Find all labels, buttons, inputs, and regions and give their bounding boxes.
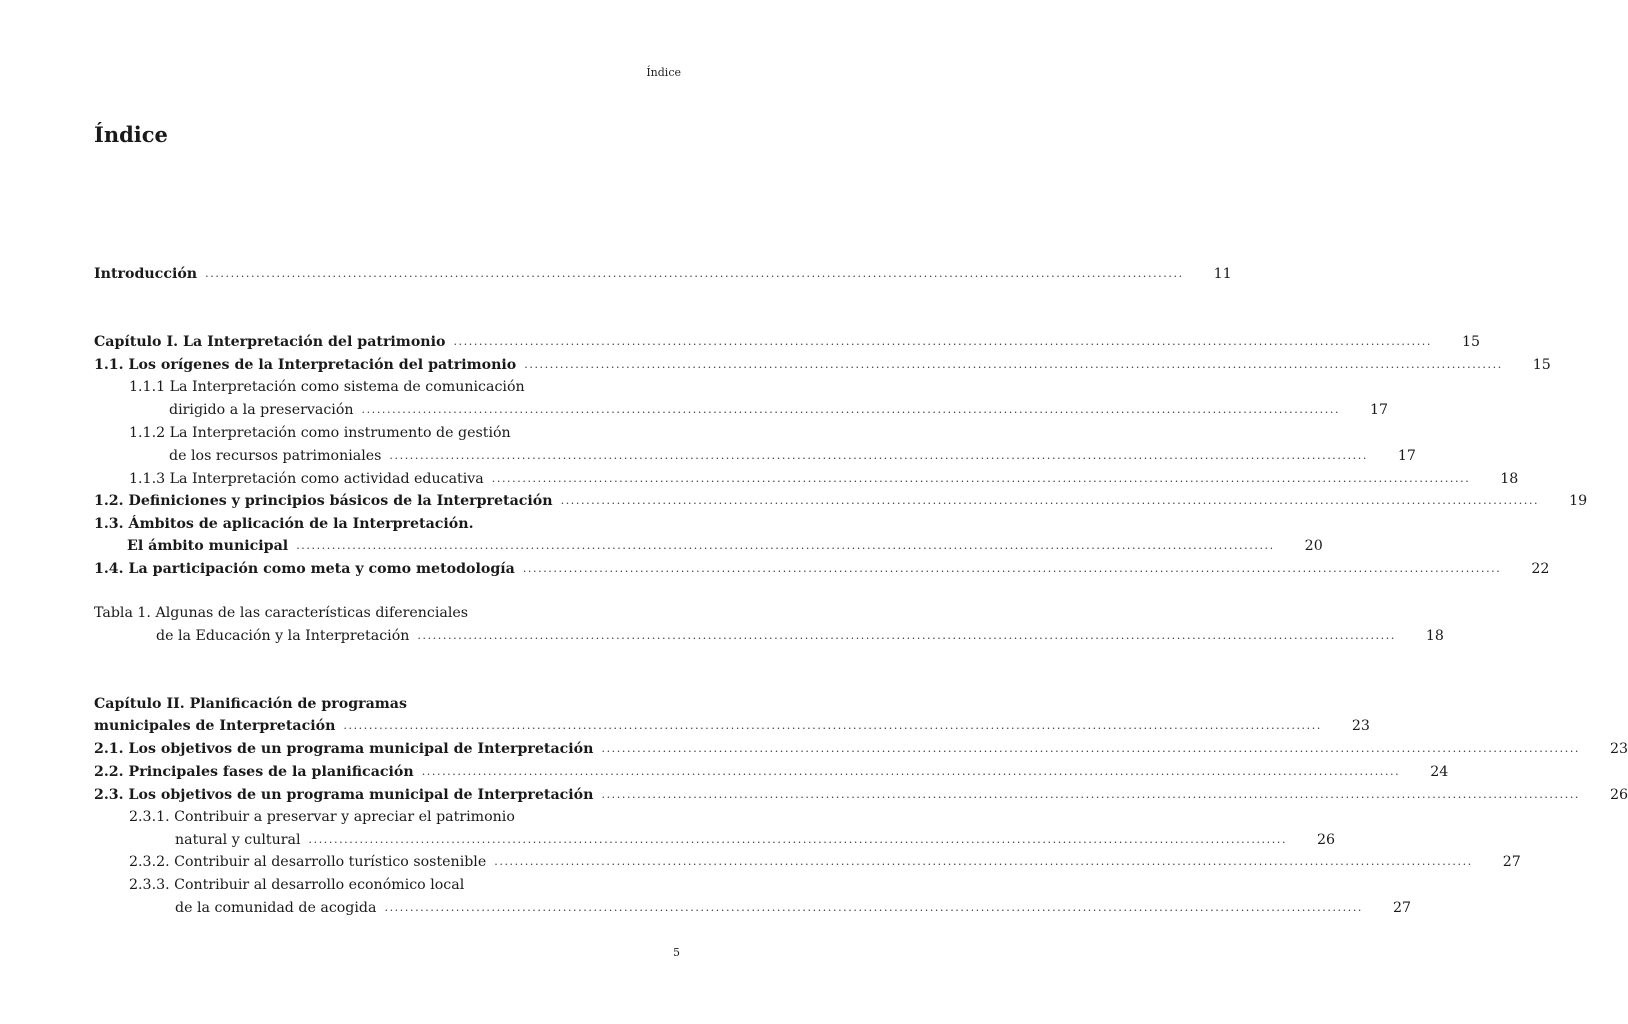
toc-page-number: 23: [1351, 718, 1370, 734]
leader-dots: [601, 739, 1580, 759]
leader-dots: [384, 898, 1363, 918]
toc-entry-text: 1.1.2 La Interpretación como instrumento de gestión: [129, 425, 511, 441]
toc-entry-text: dirigido a la preservación: [169, 402, 354, 418]
toc-entry-text: 2.1. Los objetivos de un programa municipal de Interpretación: [94, 741, 594, 757]
page-number-footer: 5: [673, 946, 680, 959]
toc-entry-chapter-2-line1[interactable]: [94, 694, 672, 714]
toc-entry-1-1[interactable]: [94, 355, 1551, 375]
toc-entry-2-3-1-line1[interactable]: [129, 807, 672, 827]
toc-entry-2-2[interactable]: [94, 762, 1449, 782]
toc-entry-text: de los recursos patrimoniales: [169, 448, 382, 464]
leader-dots: [362, 400, 1341, 420]
toc-page-number: 15: [1532, 357, 1551, 373]
toc-entry-text: 1.2. Definiciones y principios básicos de la Interpretación: [94, 493, 553, 509]
toc-entry-text: 1.1.1 La Interpretación como sistema de comunicación: [129, 379, 525, 395]
leader-dots: [523, 559, 1502, 579]
toc-entry-2-3-2[interactable]: [129, 852, 1521, 872]
toc-entry-1-3-line2[interactable]: [127, 536, 1323, 556]
toc-page-number: 23: [1609, 741, 1628, 757]
toc-entry-text: 1.1.3 La Interpretación como actividad educativa: [129, 471, 484, 487]
leader-dots: [453, 332, 1432, 352]
leader-dots: [417, 626, 1396, 646]
toc-entry-1-3-line1[interactable]: [94, 514, 672, 534]
toc-entry-text: El ámbito municipal: [127, 538, 289, 554]
leader-dots: [561, 491, 1540, 511]
toc-entry-text: 2.3. Los objetivos de un programa municipal de Interpretación: [94, 787, 594, 803]
toc-entry-text: Introducción: [94, 266, 198, 282]
leader-dots: [309, 830, 1288, 850]
toc-page-number: 19: [1569, 493, 1588, 509]
toc-entry-1-1-2-line1[interactable]: [129, 423, 672, 443]
toc-page-number: 22: [1531, 561, 1550, 577]
toc-entry-1-1-3[interactable]: [129, 469, 1519, 489]
toc-entry-1-2[interactable]: [94, 491, 1588, 511]
toc-entry-text: Capítulo I. La Interpretación del patrimonio: [94, 334, 446, 350]
toc-page-number: 27: [1502, 854, 1521, 870]
page-title: Índice: [94, 122, 168, 147]
toc-entry-text: 1.3. Ámbitos de aplicación de la Interpretación.: [94, 516, 474, 532]
toc-page-number: 18: [1425, 628, 1444, 644]
toc-entry-text: 1.4. La participación como meta y como metodología: [94, 561, 515, 577]
toc-entry-2-3-3-line2[interactable]: [175, 898, 1412, 918]
toc-entry-text: natural y cultural: [175, 832, 301, 848]
toc-entry-text: 2.3.2. Contribuir al desarrollo turístico sostenible: [129, 854, 487, 870]
toc-page-number: 17: [1397, 448, 1416, 464]
toc-entry-introduccion[interactable]: [94, 264, 1232, 284]
toc-page-number: 26: [1316, 832, 1336, 848]
toc-entry-2-3-3-line1[interactable]: [129, 875, 672, 895]
toc-entry-1-1-1-line1[interactable]: [129, 377, 672, 397]
toc-entry-tabla-1-line2[interactable]: [156, 626, 1444, 646]
leader-dots: [343, 716, 1322, 736]
toc-page-number: 20: [1304, 538, 1323, 554]
toc-entry-2-1[interactable]: [94, 739, 1628, 759]
toc-entry-text: 2.3.3. Contribuir al desarrollo económico local: [129, 877, 465, 893]
toc-entry-text: Capítulo II. Planificación de programas: [94, 696, 407, 712]
toc-entry-text: de la comunidad de acogida: [175, 900, 377, 916]
leader-dots: [601, 785, 1580, 805]
toc-entry-text: 2.2. Principales fases de la planificación: [94, 764, 414, 780]
toc-page-number: 11: [1213, 266, 1232, 282]
toc-page-number: 17: [1370, 402, 1389, 418]
toc-page-number: 15: [1461, 334, 1480, 350]
toc-entry-2-3[interactable]: [94, 785, 1628, 805]
toc-entry-text: Tabla 1. Algunas de las características diferenciales: [94, 605, 469, 621]
leader-dots: [205, 264, 1184, 284]
leader-dots: [524, 355, 1503, 375]
toc-entry-tabla-1-line1[interactable]: [94, 603, 672, 623]
leader-dots: [492, 469, 1471, 489]
toc-entry-chapter-1[interactable]: [94, 332, 1480, 352]
toc-entry-2-3-1-line2[interactable]: [175, 830, 1336, 850]
toc-entry-text: de la Educación y la Interpretación: [156, 628, 410, 644]
toc-entry-chapter-2-line2[interactable]: [94, 716, 1370, 736]
toc-page-number: 24: [1430, 764, 1449, 780]
toc-entry-text: 2.3.1. Contribuir a preservar y apreciar el patrimonio: [129, 809, 515, 825]
leader-dots: [494, 852, 1473, 872]
leader-dots: [422, 762, 1401, 782]
running-head: Índice: [646, 66, 681, 79]
leader-dots: [389, 446, 1368, 466]
toc-page-number: 26: [1609, 787, 1628, 803]
toc-entry-1-4[interactable]: [94, 559, 1550, 579]
toc-entry-1-1-1-line2[interactable]: [169, 400, 1389, 420]
leader-dots: [296, 536, 1275, 556]
toc-entry-1-1-2-line2[interactable]: [169, 446, 1416, 466]
toc-page-number: 18: [1500, 471, 1519, 487]
toc-entry-text: municipales de Interpretación: [94, 718, 336, 734]
toc-page-number: 27: [1392, 900, 1412, 916]
toc-entry-text: 1.1. Los orígenes de la Interpretación del patrimonio: [94, 357, 517, 373]
